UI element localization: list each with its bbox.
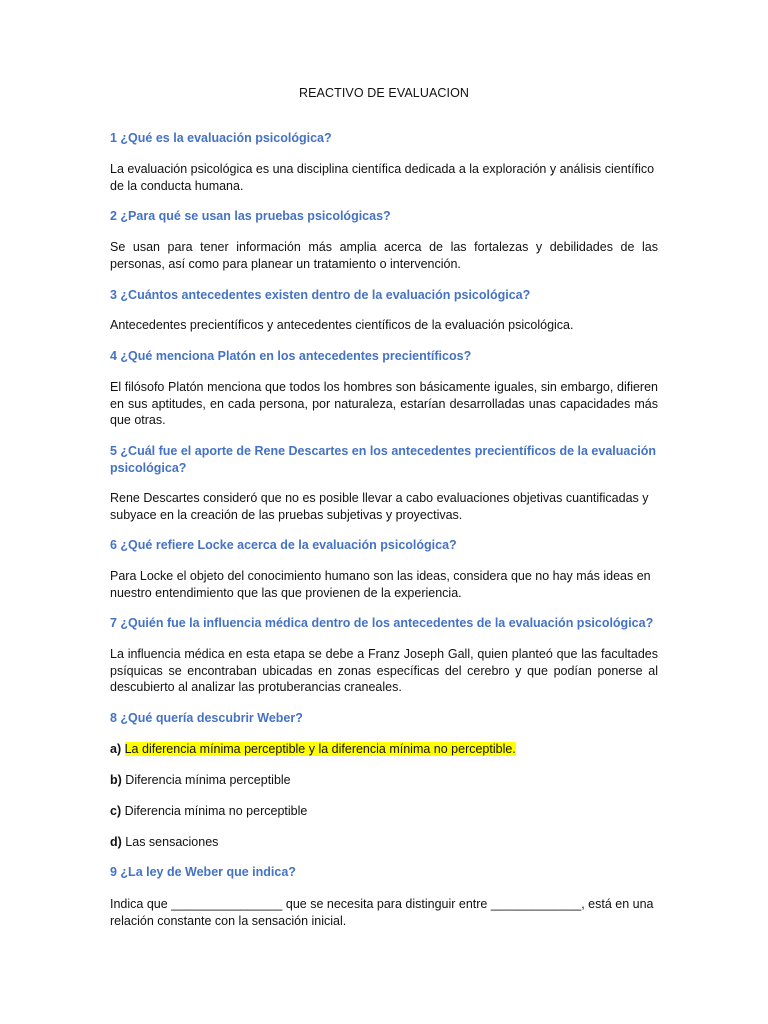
option-a-highlighted-text: La diferencia mínima perceptible y la diferencia mínima no perceptible. bbox=[124, 742, 516, 756]
option-a bbox=[110, 741, 658, 758]
question-5: 5 ¿Cuál fue el aporte de Rene Descartes en los antecedentes precientíficos de la evaluación psicológica? bbox=[110, 444, 657, 475]
option-d-letter: d) bbox=[110, 835, 122, 849]
option-b bbox=[110, 772, 658, 789]
option-b-letter: b) bbox=[110, 773, 122, 787]
option-c bbox=[110, 803, 658, 820]
answer-2: Se usan para tener información más amplia acerca de las fortalezas y debilidades de las personas, así como para planear un tratamiento o intervención. bbox=[110, 240, 658, 271]
question-8: 8 ¿Qué quería descubrir Weber? bbox=[110, 711, 303, 725]
answer-6: Para Locke el objeto del conocimiento humano son las ideas, considera que no hay más ideas en nuestro entendimiento que las que provienen de la experiencia. bbox=[110, 569, 651, 600]
answer-9: Indica que ________________ que se necesita para distinguir entre _____________, está en una relación constante con la sensación inicial. bbox=[110, 897, 654, 928]
question-7: 7 ¿Quién fue la influencia médica dentro de los antecedentes de la evaluación psicológica? bbox=[110, 616, 654, 630]
answer-1: La evaluación psicológica es una disciplina científica dedicada a la exploración y análisis científico de la conducta humana. bbox=[110, 162, 655, 193]
option-d-text: Las sensaciones bbox=[121, 835, 219, 849]
document-title: REACTIVO DE EVALUACION bbox=[298, 86, 470, 100]
answer-7: La influencia médica en esta etapa se debe a Franz Joseph Gall, quien planteó que las facultades psíquicas se encontraban ubicadas en zonas específicas del cerebro y que podían ponerse al descubierto al analizar las protuberancias craneales. bbox=[110, 647, 658, 694]
question-1: 1 ¿Qué es la evaluación psicológica? bbox=[110, 131, 332, 145]
question-3: 3 ¿Cuántos antecedentes existen dentro de la evaluación psicológica? bbox=[110, 288, 531, 302]
option-d bbox=[110, 834, 658, 851]
question-4: 4 ¿Qué menciona Platón en los antecedentes precientíficos? bbox=[110, 349, 472, 363]
question-9: 9 ¿La ley de Weber que indica? bbox=[110, 865, 296, 879]
question-2: 2 ¿Para qué se usan las pruebas psicológicas? bbox=[110, 209, 391, 223]
option-c-letter: c) bbox=[110, 804, 122, 818]
answer-4: El filósofo Platón menciona que todos los hombres son básicamente iguales, sin embargo, difieren en sus aptitudes, en cada persona, por naturaleza, estarían desarrolladas unas capacidades más que otras. bbox=[110, 380, 658, 427]
option-a-letter: a) bbox=[110, 742, 122, 756]
option-c-text: Diferencia mínima no perceptible bbox=[121, 804, 308, 818]
question-6: 6 ¿Qué refiere Locke acerca de la evaluación psicológica? bbox=[110, 538, 457, 552]
answer-5: Rene Descartes consideró que no es posible llevar a cabo evaluaciones objetivas cuantificadas y subyace en la creación de las pruebas subjetivas y proyectivas. bbox=[110, 491, 649, 522]
answer-3: Antecedentes precientíficos y antecedentes científicos de la evaluación psicológica. bbox=[110, 318, 574, 332]
option-b-text: Diferencia mínima perceptible bbox=[121, 773, 291, 787]
